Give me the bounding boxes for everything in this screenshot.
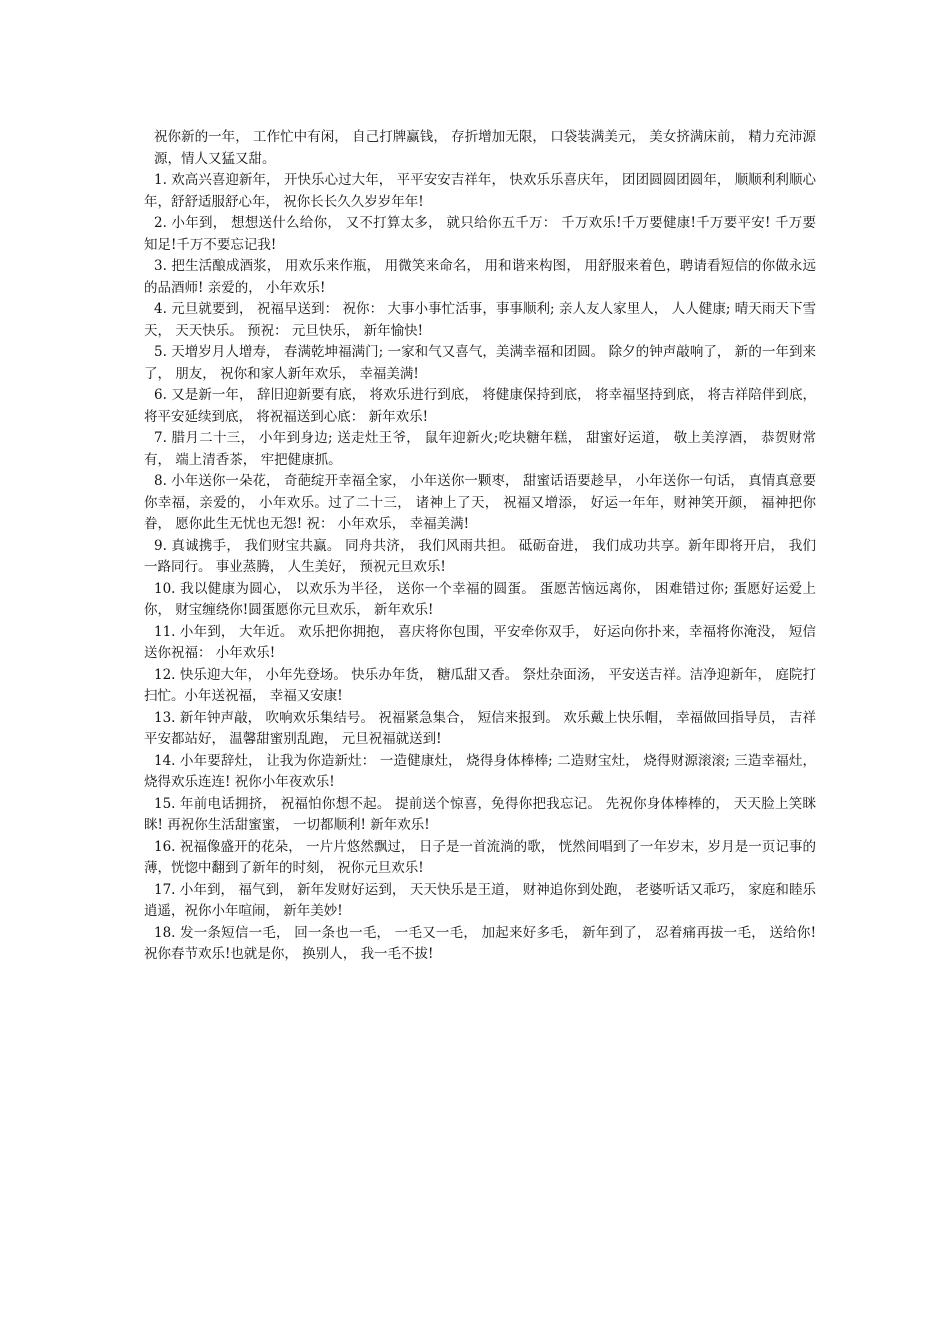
list-item xyxy=(144,342,816,385)
list-item xyxy=(144,428,816,471)
item-number: 7. xyxy=(154,430,167,446)
list-item xyxy=(144,794,816,837)
list-item xyxy=(144,256,816,299)
item-text: 发一条短信一毛， 回一条也一毛， 一毛又一毛， 加起来好多毛， 新年到了， 忍着痛再拔一毛， 送给你! 祝你春节欢乐!也就是你， 换别人， 我一毛不拔! xyxy=(144,924,817,962)
item-text: 快乐迎大年， 小年先登场。 快乐办年货， 糖瓜甜又香。 祭灶杂面汤， 平安送吉祥。洁净迎新年， 庭院打扫忙。小年送祝福， 幸福又安康! xyxy=(144,666,817,704)
item-number: 12. xyxy=(154,666,176,683)
item-number: 2. xyxy=(154,215,167,231)
list-item xyxy=(144,708,816,751)
item-number: 6. xyxy=(154,387,167,403)
item-text: 小年到， 想想送什么给你， 又不打算太多， 就只给你五千万： 千万欢乐!千万要健康!千万要平安! 千万要知足!千万不要忘记我! xyxy=(144,215,817,253)
item-text: 天增岁月人增寿， 春满乾坤福满门; 一家和气又喜气，美满幸福和团圆。 除夕的钟声敲响了， 新的一年到来了， 朋友， 祝你和家人新年欢乐， 幸福美满! xyxy=(144,344,816,382)
item-text: 小年到， 大年近。 欢乐把你拥抱， 喜庆将你包围，平安牵你双手， 好运向你扑来，幸福将你淹没， 短信送你祝福： 小年欢乐! xyxy=(144,623,816,661)
list-item xyxy=(144,622,816,665)
item-text: 小年送你一朵花， 奇葩绽开幸福全家， 小年送你一颗枣， 甜蜜话语要趁早， 小年送你一句话， 真情真意要你幸福，亲爱的， 小年欢乐。过了二十三， 诸神上了天， 祝福又增添， 好运一年年，财神笑开颜， 福神把你眷， 愿你此生无忧也无怨! 祝： 小年欢乐， 幸福美满! xyxy=(144,473,816,532)
item-text: 把生活酿成酒浆， 用欢乐来作瓶， 用微笑来命名， 用和谐来构图， 用舒服来着色，聘请看短信的你做永远的品酒师! 亲爱的， 小年欢乐! xyxy=(144,258,816,296)
list-item xyxy=(144,213,816,256)
list-item xyxy=(144,299,816,342)
item-number: 17. xyxy=(154,881,176,898)
item-text: 小年到， 福气到， 新年发财好运到， 天天快乐是王道， 财神追你到处跑， 老婆听话又乖巧， 家庭和睦乐逍遥，祝你小年喧闹， 新年美妙! xyxy=(144,881,817,919)
item-number: 13. xyxy=(154,709,176,726)
item-text: 元旦就要到， 祝福早送到： 祝你： 大事小事忙活事，事事顺利; 亲人友人家里人， 人人健康; 晴天雨天下雪天， 天天快乐。 预祝： 元旦快乐， 新年愉快! xyxy=(144,301,816,339)
item-text: 腊月二十三， 小年到身边; 送走灶王爷， 鼠年迎新火;吃块糖年糕， 甜蜜好运道， 敬上美淳酒， 恭贺财常有， 端上清香茶， 牢把健康抓。 xyxy=(144,430,816,468)
list-item xyxy=(144,923,816,966)
item-number: 9. xyxy=(154,537,167,554)
document-body xyxy=(144,127,816,966)
item-number: 3. xyxy=(154,258,167,274)
list-item xyxy=(144,536,816,579)
list-item xyxy=(144,170,816,213)
intro-paragraph: 祝你新的一年， 工作忙中有闲， 自己打牌赢钱， 存折增加无限， 口袋装满美元， 美女挤满床前， 精力充沛源源，情人又猛又甜。 xyxy=(154,129,816,167)
item-number: 16. xyxy=(154,838,176,855)
item-number: 4. xyxy=(154,301,167,317)
item-text: 欢高兴喜迎新年， 开快乐心过大年， 平平安安吉祥年， 快欢乐乐喜庆年， 团团圆圆团圆年， 顺顺利利顺心年，舒舒适服舒心年， 祝你长长久久岁岁年年! xyxy=(144,172,816,210)
item-text: 年前电话拥挤， 祝福怕你想不起。 提前送个惊喜，免得你把我忘记。 先祝你身体棒棒的， 天天脸上笑眯眯! 再祝你生活甜蜜蜜， 一切都顺利! 新年欢乐! xyxy=(144,795,816,833)
item-number: 14. xyxy=(154,752,176,769)
item-text: 又是新一年， 辞旧迎新要有底， 将欢乐进行到底， 将健康保持到底， 将幸福坚持到底， 将吉祥陪伴到底， 将平安延续到底， 将祝福送到心底： 新年欢乐! xyxy=(144,387,816,425)
item-number: 5. xyxy=(154,344,167,360)
item-number: 1. xyxy=(154,172,167,188)
list-item xyxy=(144,751,816,794)
item-text: 小年要辞灶， 让我为你造新灶： 一造健康灶， 烧得身体棒棒; 二造财宝灶， 烧得财源滚滚; 三造幸福灶， 烧得欢乐连连! 祝你小年夜欢乐! xyxy=(144,752,817,790)
item-text: 真诚携手， 我们财宝共赢。 同舟共济， 我们风雨共担。 砥砺奋进， 我们成功共享。新年即将开启， 我们一路同行。 事业蒸腾， 人生美好， 预祝元旦欢乐! xyxy=(144,537,817,575)
item-text: 祝福像盛开的花朵， 一片片悠然飘过， 日子是一首流淌的歌， 恍然间唱到了一年岁末，岁月是一页记事的薄，恍惚中翻到了新年的时刻， 祝你元旦欢乐! xyxy=(144,838,816,876)
list-item xyxy=(144,385,816,428)
item-number: 18. xyxy=(154,924,176,941)
item-text: 新年钟声敲， 吹响欢乐集结号。 祝福紧急集合， 短信来报到。 欢乐戴上快乐帽， 幸福做回指导员， 吉祥平安都站好， 温馨甜蜜别乱跑， 元旦祝福就送到! xyxy=(144,709,817,747)
item-number: 11. xyxy=(154,623,176,640)
item-number: 15. xyxy=(154,795,176,812)
list-item xyxy=(144,880,816,923)
item-text: 我以健康为圆心， 以欢乐为半径， 送你一个幸福的圆蛋。 蛋愿苦恼远离你， 困难错过你; 蛋愿好运爱上你， 财宝缠绕你!圆蛋愿你元旦欢乐， 新年欢乐! xyxy=(144,580,816,618)
list-item xyxy=(144,837,816,880)
list-item xyxy=(144,665,816,708)
list-item xyxy=(144,579,816,622)
list-item xyxy=(144,471,816,536)
item-number: 10. xyxy=(154,580,176,597)
item-number: 8. xyxy=(154,473,167,489)
